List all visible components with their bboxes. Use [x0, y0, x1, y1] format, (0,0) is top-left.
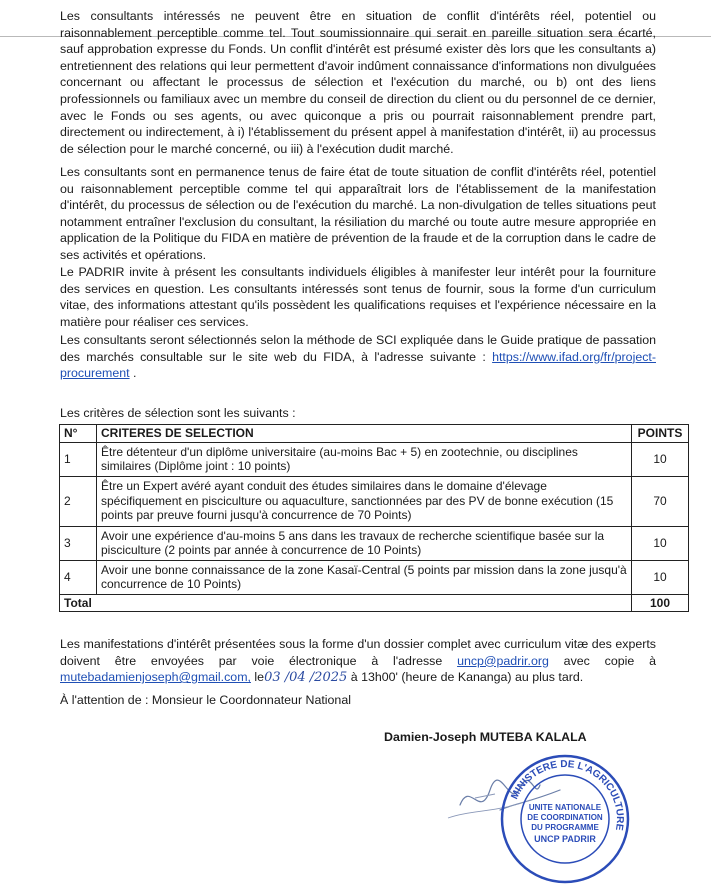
- paragraph-submission: [60, 636, 656, 687]
- paragraph-selection-method: [60, 332, 656, 382]
- submission-text-4: à 13h00' (heure de Kananga) au plus tard.: [350, 670, 584, 685]
- official-stamp: [498, 752, 632, 886]
- row-points: 10: [632, 442, 689, 476]
- table-row: [60, 442, 689, 476]
- paragraph-disclosure: Les consultants sont en permanence tenus de faire état de toute situation de conflit d'intérêts réel, potentiel ou raisonnablement perceptible comme tel qui apparaîtrait lors de l'établissement de la manifestation d'intérêt, du processus de sélection ou de l'exécution du marché. La non-divulgation de telles situations peut notamment entraîner l'exclusion du consultant, la résiliation du marché ou toute autre mesure appropriée en application de la Politique du FIDA en matière de prévention de la fraude et de la corruption dans le cadre de ses activités et opérations.: [60, 165, 656, 262]
- row-number: 1: [60, 442, 97, 476]
- table-row: [60, 560, 689, 594]
- paragraph-invitation: Le PADRIR invite à présent les consultants individuels éligibles à manifester leur intérêt pour la fourniture des services en question. Les consultants intéressés sont tenus de fournir, sous la forme d'un curriculum vitae, des informations attestant qu'ils possèdent les qualifications requises et l'expérience nécessaire en la matière pour réaliser ces services.: [60, 265, 656, 329]
- row-points: 70: [632, 476, 689, 526]
- table-row: [60, 476, 689, 526]
- selection-method-end: .: [133, 366, 137, 381]
- total-points: 100: [632, 594, 689, 612]
- submission-text-1: Les manifestations d'intérêt présentées sous la forme d'un dossier complet avec curriculum vitæ des experts doivent être envoyées par voie électronique à l'adresse: [60, 637, 656, 668]
- header-number: N°: [60, 425, 97, 443]
- attention-line: À l'attention de : Monsieur le Coordonnateur National: [60, 693, 351, 707]
- table-row: [60, 526, 689, 560]
- stamp-outer-text: MINISTERE DE L'AGRICULTURE: [509, 758, 626, 832]
- header-criteria: CRITERES DE SELECTION: [97, 425, 632, 443]
- criteria-table: [59, 424, 689, 612]
- stamp-line-3: DU PROGRAMME: [531, 823, 599, 832]
- row-points: 10: [632, 526, 689, 560]
- row-points: 10: [632, 560, 689, 594]
- stamp-line-1: UNITE NATIONALE: [528, 803, 602, 812]
- header-points: POINTS: [632, 425, 689, 443]
- paragraph-conflict-of-interest: Les consultants intéressés ne peuvent être en situation de conflit d'intérêts réel, potentiel ou raisonnablement perceptible comme tel. Tout soumissionnaire qui serait en pareille situation sera écarté, sauf approbation expresse du Fonds. Un conflit d'intérêt est présumé exister dès lors que les consultants a) entretiennent des relations qui leur permettent d'avoir indûment connaissance d'informations non divulguées concernant ou affectant le processus de sélection et l'exécution du marché, ou b) ont des liens professionnels ou familiaux avec un membre du conseil de direction du client ou du personnel de ce dernier, avec le Fonds ou ses agents, ou avec quiconque a pris ou pourrait raisonnablement prendre part, directement ou indirectement, à i) l'établissement du présent appel à manifestation d'intérêt, ii) au processus de sélection pour le marché concerné, ou iii) à l'exécution dudit marché.: [60, 9, 656, 156]
- criteria-intro: Les critères de sélection sont les suivants :: [60, 406, 296, 420]
- selection-method-text: Les consultants seront sélectionnés selon la méthode de SCI expliquée dans le Guide pratique de passation des marchés consultable sur le site web du FIDA, à l'adresse suivante :: [60, 333, 656, 364]
- total-label: Total: [60, 594, 632, 612]
- procurement-link[interactable]: https://www.ifad.org/fr/project-procurement: [60, 349, 656, 381]
- row-criteria: Être détenteur d'un diplôme universitaire (au-moins Bac + 5) en zootechnie, ou disciplines similaires (Diplôme joint : 10 points): [97, 442, 632, 476]
- row-criteria: Avoir une bonne connaissance de la zone Kasaï-Central (5 points par mission dans la zone jusqu'à concurrence de 10 Points): [97, 560, 632, 594]
- stamp-line-2: DE COORDINATION: [527, 813, 603, 822]
- row-number: 2: [60, 476, 97, 526]
- signatory-name: Damien-Joseph MUTEBA KALALA: [384, 730, 587, 744]
- row-criteria: Avoir une expérience d'au-moins 5 ans dans les travaux de recherche scientifique basée sur la pisciculture (2 points par année à concurrence de 10 Points): [97, 526, 632, 560]
- row-number: 4: [60, 560, 97, 594]
- submission-text-3: le: [254, 670, 265, 685]
- total-row: [60, 594, 689, 612]
- handwritten-date: 03 /04 /2025: [264, 670, 348, 686]
- stamp-line-4: UNCP PADRIR: [534, 834, 596, 844]
- submission-text-2: avec copie à: [563, 653, 656, 668]
- email-link-uncp[interactable]: uncp@padrir.org: [457, 653, 549, 668]
- email-link-muteba[interactable]: mutebadamienjoseph@gmail.com,: [60, 670, 251, 685]
- row-number: 3: [60, 526, 97, 560]
- criteria-header-row: [60, 425, 689, 443]
- row-criteria: Être un Expert avéré ayant conduit des études similaires dans le domaine d'élevage spécifiquement en pisciculture ou aquaculture, sanctionnées par des PV de bonne exécution (15 points par preuve fourni jusqu'à concurrence de 70 Points): [97, 476, 632, 526]
